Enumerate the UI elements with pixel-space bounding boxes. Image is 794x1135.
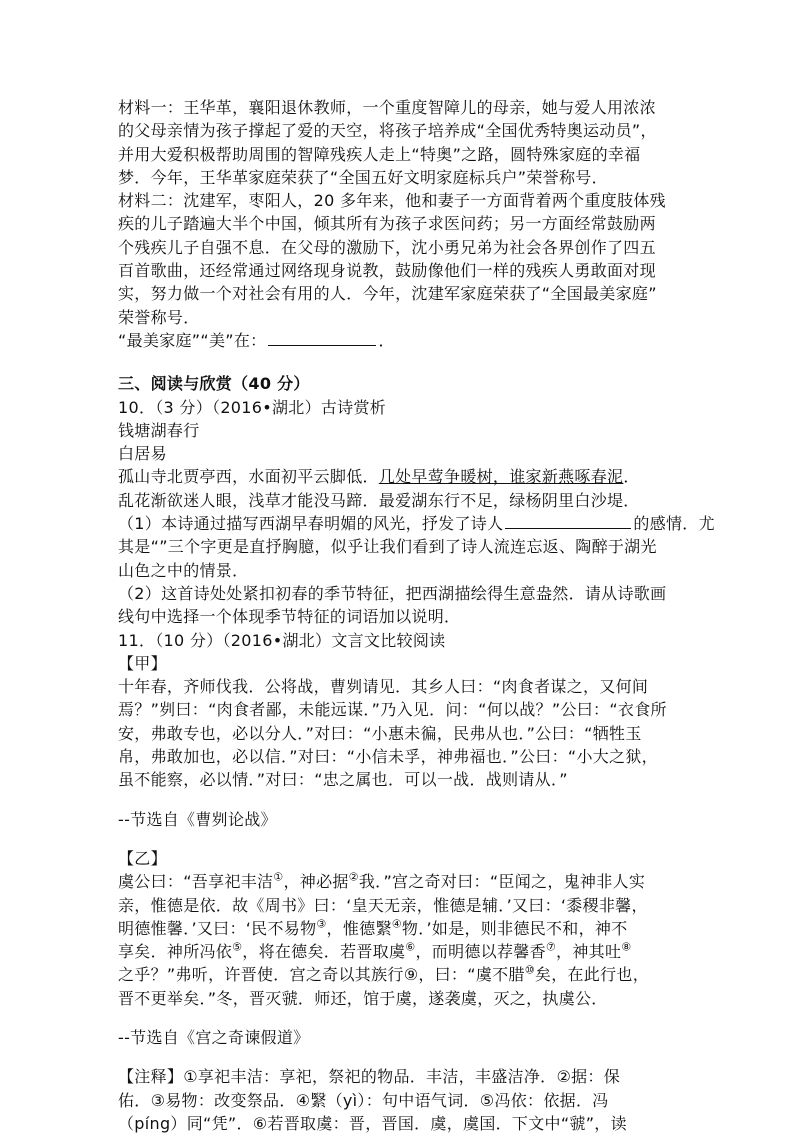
notes-line: （píng）同“凭”．⑥若晋取虞：晋，晋国．虞，虞国．下文中“虢”，读 — [118, 1113, 627, 1133]
passage-line: 十年春，齐师伐我．公将战，曹刿请见．其乡人曰：“肉食者谋之，又何间 — [118, 677, 649, 697]
material-line: 个残疾儿子自强不息．在父母的激励下，沈小勇兄弟为社会各界创作了四五 — [118, 237, 656, 257]
material-line: 并用大爱积极帮助周围的智障残疾人走上“特奥”之路，圆特殊家庭的幸福 — [118, 144, 641, 164]
poem-line: 孤山寺北贾亭西，水面初平云脚低．几处早莺争暖树，谁家新燕啄春泥． — [118, 467, 640, 487]
material-line: 梦．今年，王华革家庭荣获了“全国五好文明家庭标兵户”荣誉称号． — [118, 167, 608, 187]
question-header: 10．（3 分）（2016•湖北）古诗赏析 — [118, 397, 387, 417]
notes-line: 【注释】①享祀丰洁：享祀，祭祀的物品．丰洁，丰盛洁净．②据：保 — [118, 1067, 620, 1087]
passage-line: 虽不能察，必以情．”对曰：“忠之属也．可以一战．战则请从．” — [118, 770, 568, 790]
material-passage — [118, 96, 684, 352]
passage-line: 亲，惟德是依．故《周书》曰：‘皇天无亲，惟德是辅．’又曰：‘黍稷非馨， — [118, 895, 648, 915]
sub-question-line: 其是“”三个字更是直抒胸臆，似乎让我们看到了诗人流连忘返、陶醉于湖光 — [118, 537, 657, 557]
material-line: 荣誉称号． — [118, 307, 200, 327]
document-page — [118, 96, 715, 1135]
passage-line: 之乎？”弗听，许晋使．宫之奇以其族行⑨，曰：“虞不腊⑩矣，在此行也， — [118, 964, 650, 985]
passage-line: 焉？”刿曰：“肉食者鄙，未能远谋．”乃入见．问：“何以战？”公曰：“衣食所 — [118, 700, 667, 720]
answer-blank[interactable] — [268, 331, 376, 346]
passage-line: 明德惟馨．’又曰：‘民不易物③，惟德繄④物．’如是，则非德民不和，神不 — [118, 917, 628, 938]
material-line: 疾的儿子踏遍大半个中国，倾其所有为孩子求医问药；另一方面经常鼓励两 — [118, 214, 656, 234]
passage-line: 晋不更举矣．”冬，晋灭虢．师还，馆于虞，遂袭虞，灭之，执虞公． — [118, 988, 608, 1008]
material-line: 的父母亲情为孩子撑起了爱的天空，将孩子培养成“全国优秀特奥运动员”， — [118, 121, 657, 141]
sub-question-line: 线句中选择一个体现季节特征的词语加以说明． — [118, 607, 461, 627]
poem-author: 白居易 — [118, 444, 167, 464]
passage-label-yi: 【乙】 — [118, 848, 167, 868]
material-line: 材料一：王华革，襄阳退休教师，一个重度智障儿的母亲，她与爱人用浓浓 — [118, 98, 656, 117]
passage-line: 虞公曰：“吾享祀丰洁①，神必据②我．”宫之奇对曰：“臣闻之，鬼神非人实 — [118, 870, 646, 892]
passage-source: --节选自《曹刿论战》 — [118, 809, 277, 829]
poem-line: 乱花渐欲迷人眼，浅草才能没马蹄．最爱湖东行不足，绿杨阴里白沙堤． — [118, 490, 640, 510]
material-line: 材料二：沈建军，枣阳人，20 多年来，他和妻子一方面背着两个重度肢体残 — [118, 191, 666, 211]
question-header: 11．（10 分）（2016•湖北）文言文比较阅读 — [118, 630, 446, 650]
poem-title: 钱塘湖春行 — [118, 420, 200, 440]
passage-line: 帛，弗敢加也，必以信．”对曰：“小信未孚，神弗福也．”公曰：“小大之狱， — [118, 747, 658, 767]
answer-blank[interactable] — [505, 514, 631, 529]
material-question: “最美家庭”“美”在： ． — [118, 330, 395, 350]
sub-question-line: 山色之中的情景． — [118, 560, 249, 580]
sub-question: （2）这首诗处处紧扣初春的季节特征，把西湖描绘得生意盎然．请从诗歌画 — [118, 583, 667, 603]
passage-line: 安，弗敢专也，必以分人．”对曰：“小惠未徧，民弗从也．”公曰：“牺牲玉 — [118, 723, 642, 743]
underlined-verse: 几处早莺争暖树，谁家新燕啄春泥 — [378, 467, 624, 487]
question-10 — [118, 396, 715, 629]
passage-label-jia: 【甲】 — [118, 653, 167, 673]
passage-source: --节选自《宫之奇谏假道》 — [118, 1027, 310, 1047]
notes-line: 佑．③易物：改变祭品．④繄（yì）：句中语气词．⑤冯依：依据．冯 — [118, 1090, 609, 1110]
sub-question: （1）本诗通过描写西湖早春明媚的风光，抒发了诗人 的感情．尤 — [118, 514, 715, 534]
material-line: 实，努力做一个对社会有用的人．今年，沈建军家庭荣获了“全国最美家庭” — [118, 284, 657, 304]
material-line: 百首歌曲，还经常通过网络现身说教，鼓励像他们一样的残疾人勇敢面对现 — [118, 261, 656, 281]
section-heading: 三、阅读与欣赏（40 分） — [118, 374, 310, 394]
question-11 — [118, 629, 684, 1135]
passage-line: 享矣．神所冯依⑤，将在德矣．若晋取虞⑥，而明德以荐馨香⑦，神其吐⑧ — [118, 940, 632, 962]
